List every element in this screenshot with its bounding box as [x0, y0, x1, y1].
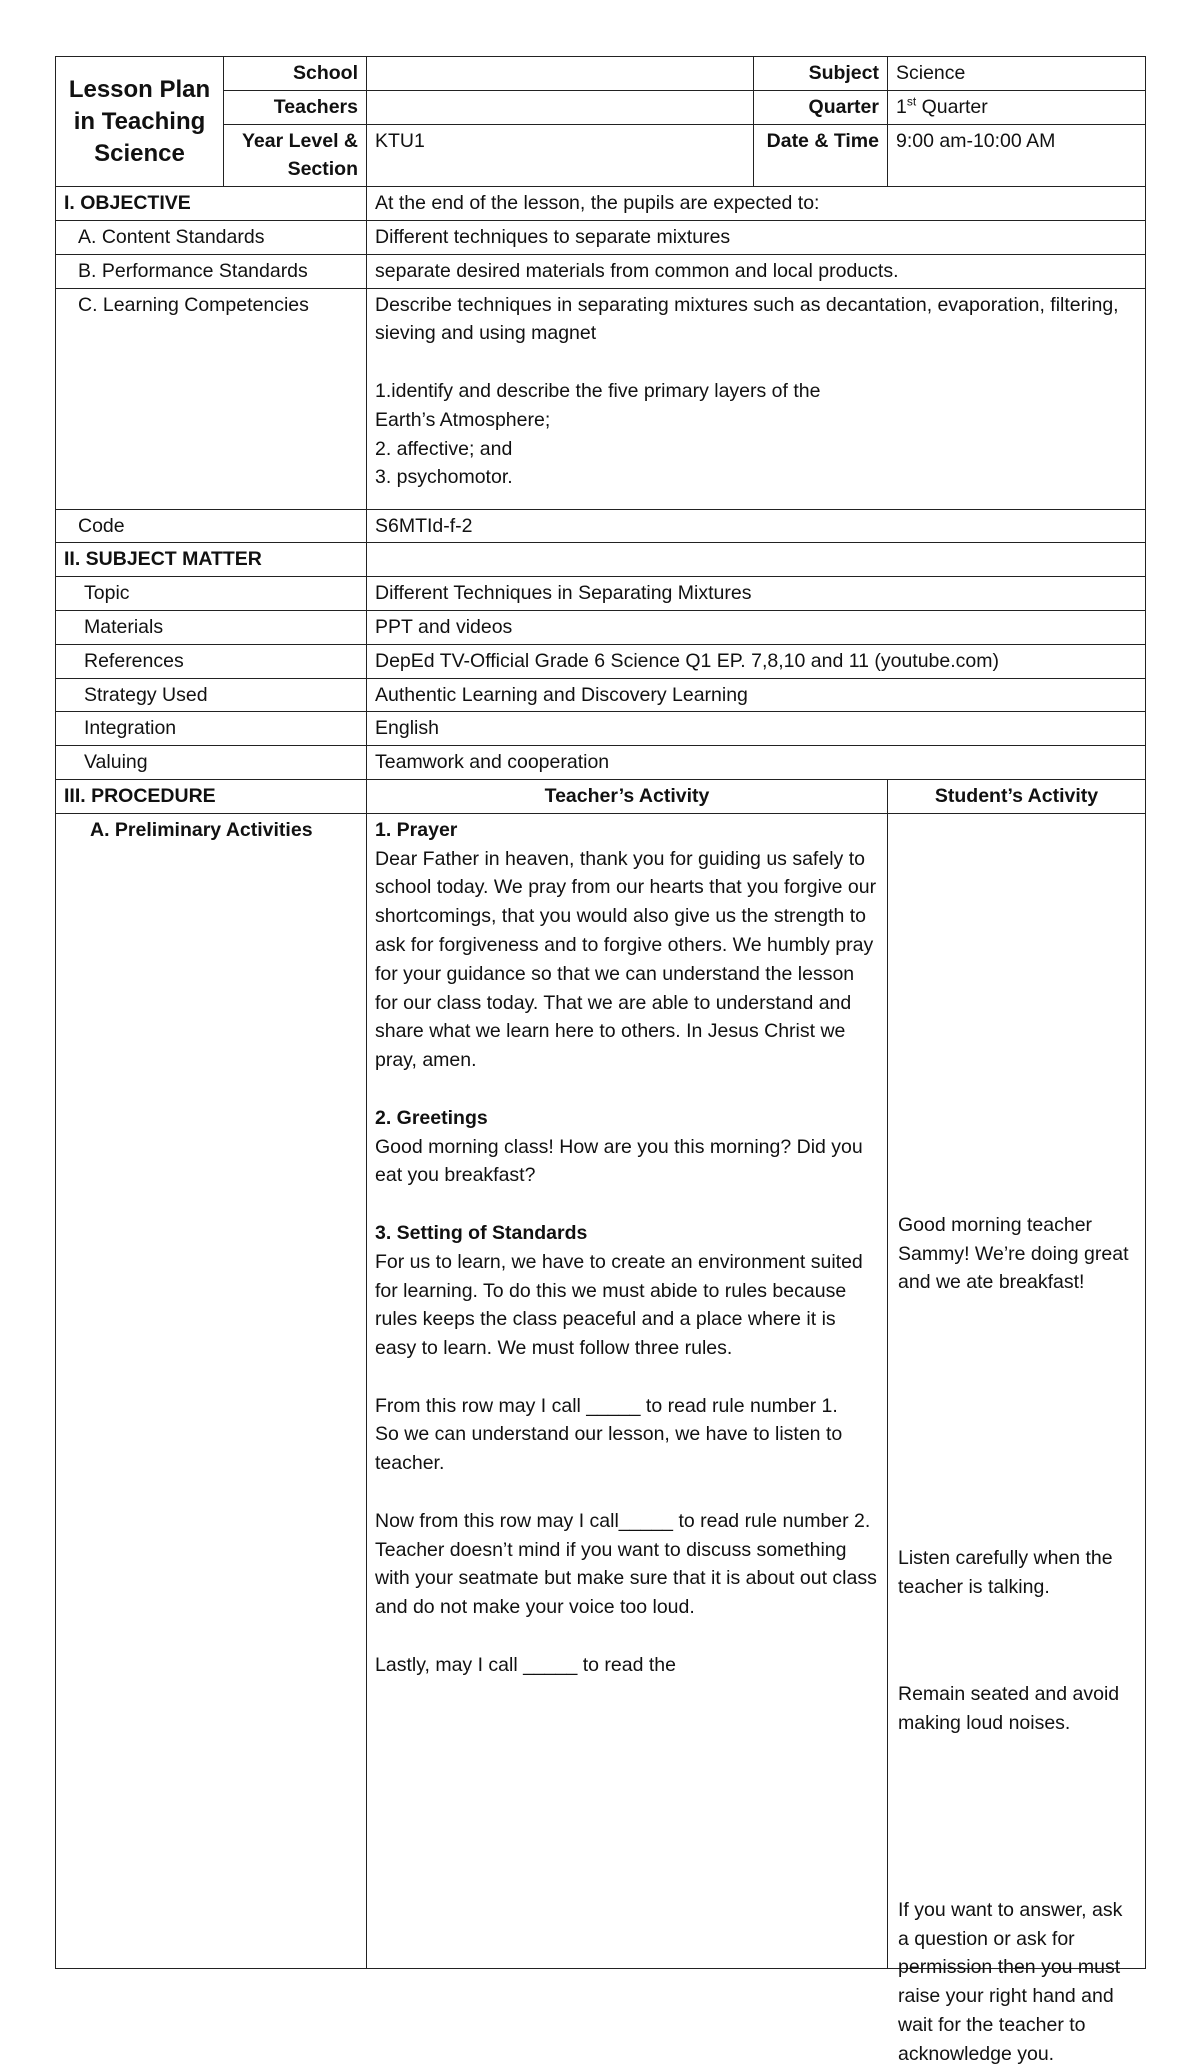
subject-label: Subject [754, 57, 888, 91]
objective-row [56, 187, 1146, 221]
valuing-value: Teamwork and cooperation [367, 746, 1146, 780]
topic-row [56, 577, 1146, 611]
topic-value: Different Techniques in Separating Mixtures [367, 577, 1146, 611]
learning-competencies-row [56, 288, 1146, 509]
code-row [56, 509, 1146, 543]
learning-competencies-label: C. Learning Competencies [56, 288, 367, 509]
student-rule2: Remain seated and avoid making loud noises. [898, 1682, 1120, 1734]
objective-heading: I. OBJECTIVE [56, 187, 367, 221]
quarter-text: Quarter [916, 95, 988, 118]
learning-competencies-list: 1.identify and describe the five primary layers of the Earth’s Atmosphere; 2. affective; and 3. psychomotor. [375, 379, 821, 489]
code-label: Code [56, 509, 367, 543]
student-activity-heading: Student’s Activity [888, 779, 1146, 813]
header-row-school [56, 57, 1146, 91]
code-value: S6MTId-f-2 [367, 509, 1146, 543]
rule1-text: So we can understand our lesson, we have to listen to teacher. [375, 1423, 843, 1475]
rule1-call: From this row may I call _____ to read rule number 1. [375, 1394, 838, 1417]
greetings-text: Good morning class! How are you this morning? Did you eat you breakfast? [375, 1135, 863, 1187]
student-rule1: Listen carefully when the teacher is talking. [898, 1546, 1113, 1598]
subject-matter-row [56, 543, 1146, 577]
preliminary-activities-row [56, 813, 1146, 1968]
date-time-label: Date & Time [754, 124, 888, 187]
references-value: DepEd TV-Official Grade 6 Science Q1 EP. 7,8,10 and 11 (youtube.com) [367, 644, 1146, 678]
content-standards-label: A. Content Standards [56, 220, 367, 254]
date-time-value: 9:00 am-10:00 AM [888, 124, 1146, 187]
subject-matter-empty [367, 543, 1146, 577]
quarter-value [888, 90, 1146, 124]
performance-standards-value: separate desired materials from common and local products. [367, 254, 1146, 288]
lesson-plan-table [55, 56, 1146, 2065]
strategy-row [56, 678, 1146, 712]
greetings-title: 2. Greetings [375, 1106, 488, 1129]
quarter-ordinal: st [906, 94, 917, 109]
content-standards-row [56, 220, 1146, 254]
references-label: References [56, 644, 367, 678]
integration-row [56, 712, 1146, 746]
teacher-activity-heading: Teacher’s Activity [367, 779, 888, 813]
school-value [367, 57, 754, 91]
topic-label: Topic [56, 577, 367, 611]
integration-label: Integration [56, 712, 367, 746]
strategy-label: Strategy Used [56, 678, 367, 712]
procedure-heading: III. PROCEDURE [56, 779, 367, 813]
lesson-plan-page [55, 56, 1145, 2065]
prayer-text: Dear Father in heaven, thank you for guiding us safely to school today. We pray from our hearts that you forgive our shortcomings, that you would also give us the strength to ask for forgiveness and to forgive others. We humbly pray for your guidance so that we can understand the lesson for our class today. That we are able to understand and share what we learn here to others. In Jesus Christ we pray, amen. [375, 847, 877, 1072]
subject-matter-heading: II. SUBJECT MATTER [56, 543, 367, 577]
student-activity-cell [888, 813, 1146, 2065]
teachers-label: Teachers [224, 90, 367, 124]
materials-row [56, 610, 1146, 644]
teachers-value [367, 90, 754, 124]
objective-intro: At the end of the lesson, the pupils are expected to: [367, 187, 1146, 221]
performance-standards-label: B. Performance Standards [56, 254, 367, 288]
preliminary-activities-label: A. Preliminary Activities [56, 813, 367, 1968]
learning-competencies-value: Describe techniques in separating mixtures such as decantation, evaporation, filtering, sieving and using magnet [375, 293, 1119, 345]
integration-value: English [367, 712, 1146, 746]
strategy-value: Authentic Learning and Discovery Learning [367, 678, 1146, 712]
lesson-plan-title: Lesson Plan in Teaching Science [56, 57, 224, 187]
year-level-value: KTU1 [367, 124, 754, 187]
valuing-row [56, 746, 1146, 780]
materials-value: PPT and videos [367, 610, 1146, 644]
rule3-call: Lastly, may I call _____ to read the [375, 1653, 676, 1676]
year-level-label: Year Level & Section [224, 124, 367, 187]
rule2-call: Now from this row may I call_____ to read rule number 2. [375, 1509, 871, 1532]
student-rule3: If you want to answer, ask a question or ask for permission then you must raise your right hand and wait for the teacher to acknowledge you. [898, 1898, 1123, 2065]
valuing-label: Valuing [56, 746, 367, 780]
learning-competencies-cell [367, 288, 1146, 509]
standards-text: For us to learn, we have to create an environment suited for learning. To do this we must abide to rules because rules keeps the class peaceful and a place where it is easy to learn. We must follow three rules. [375, 1250, 863, 1360]
performance-standards-row [56, 254, 1146, 288]
subject-value: Science [888, 57, 1146, 91]
student-greeting: Good morning teacher Sammy! We’re doing great and we ate breakfast! [898, 1213, 1129, 1294]
procedure-header-row [56, 779, 1146, 813]
teacher-activity-cell [367, 813, 888, 1968]
standards-title: 3. Setting of Standards [375, 1221, 588, 1244]
quarter-number: 1 [896, 95, 907, 118]
references-row [56, 644, 1146, 678]
materials-label: Materials [56, 610, 367, 644]
school-label: School [224, 57, 367, 91]
quarter-label: Quarter [754, 90, 888, 124]
rule2-text: Teacher doesn’t mind if you want to discuss something with your seatmate but make sure that it is about out class and do not make your voice too loud. [375, 1538, 877, 1619]
prayer-title: 1. Prayer [375, 818, 458, 841]
content-standards-value: Different techniques to separate mixtures [367, 220, 1146, 254]
